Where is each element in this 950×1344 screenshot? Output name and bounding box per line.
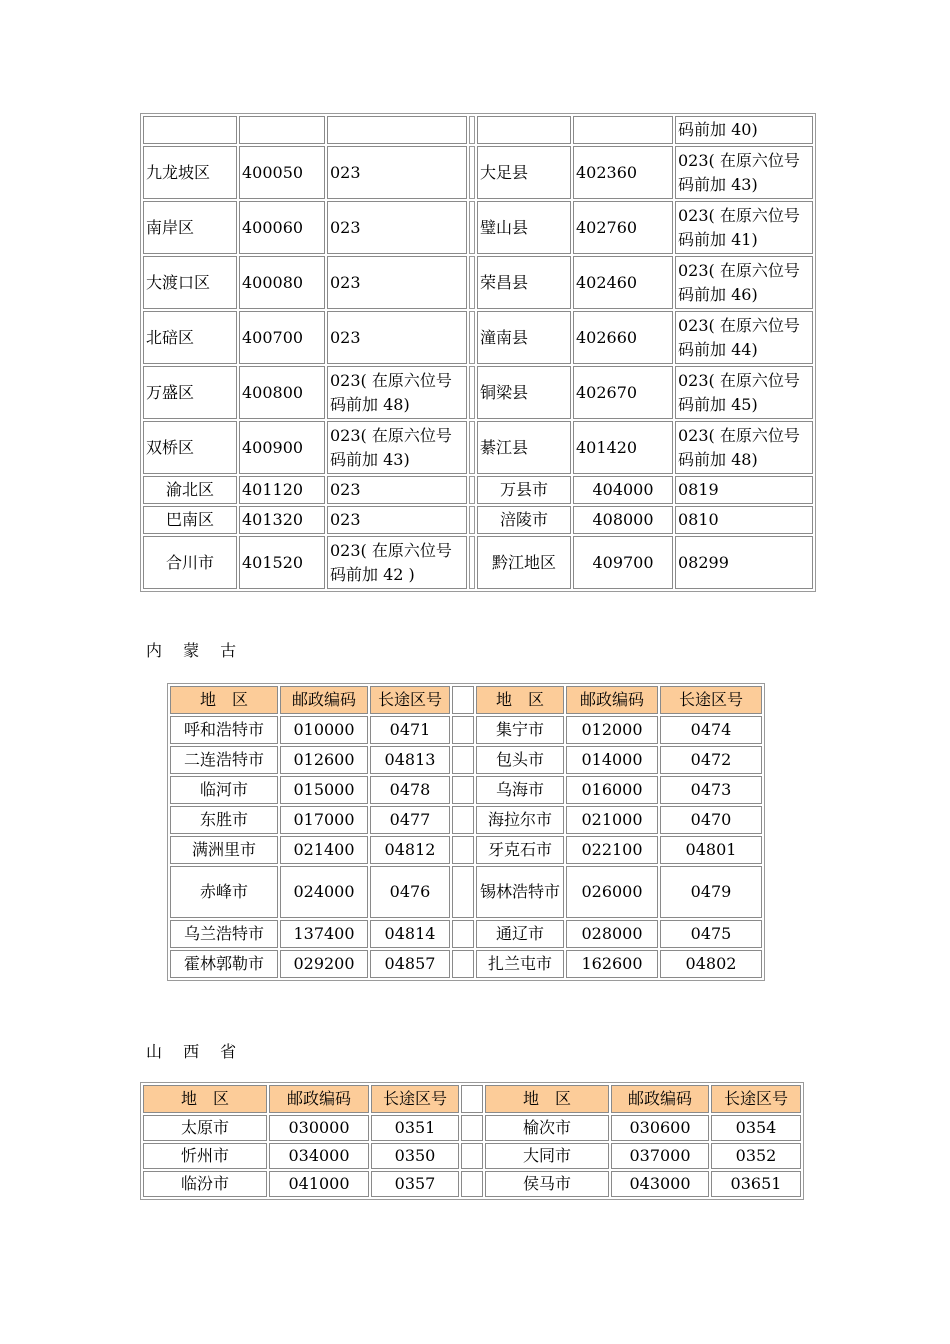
- postal-code-cell: 404000: [573, 476, 673, 504]
- area-phone-cell: 023( 在原六位号码前加 41): [675, 201, 813, 254]
- area-cell: 忻州市: [143, 1143, 267, 1169]
- postal-code-cell: 400080: [239, 256, 325, 309]
- postal-code-cell: 021400: [280, 836, 368, 864]
- column-divider: [469, 476, 475, 504]
- postal-code-cell: 024000: [280, 866, 368, 918]
- column-header: 邮政编码: [269, 1085, 369, 1113]
- neimenggu-postal-table: [167, 683, 765, 981]
- area-cell: 涪陵市: [477, 506, 571, 534]
- table-row: [143, 366, 813, 419]
- postal-code-cell: 400700: [239, 311, 325, 364]
- postal-code-cell: 029200: [280, 950, 368, 978]
- postal-code-cell: 401320: [239, 506, 325, 534]
- postal-code-cell: 402660: [573, 311, 673, 364]
- column-divider: [452, 920, 474, 948]
- column-divider: [469, 146, 475, 199]
- postal-code-cell: 022100: [566, 836, 658, 864]
- column-header: 地 区: [143, 1085, 267, 1113]
- table-row: [143, 506, 813, 534]
- table-header-row: [170, 686, 762, 714]
- area-phone-cell: 023: [327, 506, 467, 534]
- column-divider: [469, 256, 475, 309]
- area-phone-cell: 0354: [711, 1115, 801, 1141]
- area-cell: 包头市: [476, 746, 564, 774]
- postal-code-cell: 010000: [280, 716, 368, 744]
- postal-code-cell: 137400: [280, 920, 368, 948]
- column-divider: [461, 1115, 483, 1141]
- area-cell: 二连浩特市: [170, 746, 278, 774]
- table-row: [143, 536, 813, 589]
- area-phone-cell: 023: [327, 311, 467, 364]
- area-cell: 黔江地区: [477, 536, 571, 589]
- area-cell: 南岸区: [143, 201, 237, 254]
- column-header: 长途区号: [711, 1085, 801, 1113]
- area-phone-cell: 08299: [675, 536, 813, 589]
- area-phone-cell: 023( 在原六位号码前加 43): [675, 146, 813, 199]
- table-header-row: [143, 1085, 801, 1113]
- postal-code-cell: 400800: [239, 366, 325, 419]
- section-title-shanxi: 山 西 省: [146, 1042, 245, 1061]
- area-cell: 牙克石市: [476, 836, 564, 864]
- area-cell: 赤峰市: [170, 866, 278, 918]
- postal-code-cell: 162600: [566, 950, 658, 978]
- table-row: [143, 476, 813, 504]
- postal-code-cell: 400060: [239, 201, 325, 254]
- area-cell: 乌海市: [476, 776, 564, 804]
- area-phone-cell: 0473: [660, 776, 762, 804]
- area-phone-cell: 023( 在原六位号码前加 48): [675, 421, 813, 474]
- postal-code-cell: 402760: [573, 201, 673, 254]
- area-cell: 集宁市: [476, 716, 564, 744]
- table-row: [170, 716, 762, 744]
- table-row: [170, 746, 762, 774]
- chongqing-postal-table: [140, 113, 816, 592]
- table-row: [143, 201, 813, 254]
- area-phone-cell: 03651: [711, 1171, 801, 1197]
- postal-code-cell: 402670: [573, 366, 673, 419]
- area-phone-cell: 023( 在原六位号码前加 42 ): [327, 536, 467, 589]
- area-phone-cell: 04813: [370, 746, 450, 774]
- table-row: [143, 116, 813, 144]
- area-cell: 大渡口区: [143, 256, 237, 309]
- shanxi-postal-table: [140, 1082, 804, 1200]
- area-phone-cell: 04857: [370, 950, 450, 978]
- area-phone-cell: 0475: [660, 920, 762, 948]
- area-phone-cell: 0350: [371, 1143, 459, 1169]
- area-cell: 万县市: [477, 476, 571, 504]
- area-phone-cell: 0479: [660, 866, 762, 918]
- area-cell: [477, 116, 571, 144]
- postal-code-cell: 021000: [566, 806, 658, 834]
- area-cell: 荣昌县: [477, 256, 571, 309]
- area-phone-cell: 0357: [371, 1171, 459, 1197]
- area-cell: 通辽市: [476, 920, 564, 948]
- area-phone-cell: 0819: [675, 476, 813, 504]
- area-phone-cell: 04801: [660, 836, 762, 864]
- area-cell: 临汾市: [143, 1171, 267, 1197]
- area-cell: 巴南区: [143, 506, 237, 534]
- postal-code-cell: 017000: [280, 806, 368, 834]
- table-row: [170, 950, 762, 978]
- column-header: 地 区: [170, 686, 278, 714]
- area-cell: 霍林郭勒市: [170, 950, 278, 978]
- area-phone-cell: 0351: [371, 1115, 459, 1141]
- area-phone-cell: 0474: [660, 716, 762, 744]
- section-title-neimenggu: 内 蒙 古: [146, 641, 245, 660]
- postal-code-cell: 041000: [269, 1171, 369, 1197]
- column-divider: [452, 950, 474, 978]
- column-header: 长途区号: [371, 1085, 459, 1113]
- area-phone-cell: 0810: [675, 506, 813, 534]
- postal-code-cell: 012000: [566, 716, 658, 744]
- postal-code-cell: 401520: [239, 536, 325, 589]
- area-cell: 大同市: [485, 1143, 609, 1169]
- table-row: [143, 1115, 801, 1141]
- area-cell: 锡林浩特市: [476, 866, 564, 918]
- postal-code-cell: [573, 116, 673, 144]
- postal-code-cell: 030000: [269, 1115, 369, 1141]
- area-cell: 綦江县: [477, 421, 571, 474]
- area-cell: 满洲里市: [170, 836, 278, 864]
- postal-code-cell: 401120: [239, 476, 325, 504]
- table-row: [170, 920, 762, 948]
- area-cell: 渝北区: [143, 476, 237, 504]
- area-phone-cell: 0477: [370, 806, 450, 834]
- postal-code-cell: 037000: [611, 1143, 709, 1169]
- postal-code-cell: 400900: [239, 421, 325, 474]
- column-header: 长途区号: [370, 686, 450, 714]
- area-phone-cell: 0470: [660, 806, 762, 834]
- area-phone-cell: 023: [327, 146, 467, 199]
- column-divider: [452, 866, 474, 918]
- area-cell: 万盛区: [143, 366, 237, 419]
- column-divider: [469, 116, 475, 144]
- area-phone-cell: 码前加 40): [675, 116, 813, 144]
- area-phone-cell: 023( 在原六位号码前加 48): [327, 366, 467, 419]
- area-phone-cell: 04814: [370, 920, 450, 948]
- area-cell: 呼和浩特市: [170, 716, 278, 744]
- column-divider: [452, 806, 474, 834]
- table-row: [143, 1171, 801, 1197]
- postal-code-cell: 401420: [573, 421, 673, 474]
- column-divider: [469, 421, 475, 474]
- table-row: [170, 866, 762, 918]
- area-phone-cell: [327, 116, 467, 144]
- column-header: 邮政编码: [611, 1085, 709, 1113]
- column-divider: [469, 201, 475, 254]
- area-cell: 海拉尔市: [476, 806, 564, 834]
- area-cell: 乌兰浩特市: [170, 920, 278, 948]
- area-cell: 双桥区: [143, 421, 237, 474]
- table-row: [143, 311, 813, 364]
- table-row: [143, 146, 813, 199]
- area-phone-cell: 04802: [660, 950, 762, 978]
- table-row: [143, 1143, 801, 1169]
- area-cell: 大足县: [477, 146, 571, 199]
- table-row: [170, 836, 762, 864]
- postal-code-cell: 400050: [239, 146, 325, 199]
- postal-code-cell: 043000: [611, 1171, 709, 1197]
- column-divider: [461, 1143, 483, 1169]
- column-divider: [469, 366, 475, 419]
- column-divider: [452, 746, 474, 774]
- table-row: [143, 256, 813, 309]
- postal-code-cell: 409700: [573, 536, 673, 589]
- area-cell: [143, 116, 237, 144]
- postal-code-cell: 034000: [269, 1143, 369, 1169]
- postal-code-cell: 408000: [573, 506, 673, 534]
- area-phone-cell: 023: [327, 476, 467, 504]
- column-header: 地 区: [476, 686, 564, 714]
- area-cell: 九龙坡区: [143, 146, 237, 199]
- column-header: 邮政编码: [280, 686, 368, 714]
- postal-code-cell: 028000: [566, 920, 658, 948]
- area-cell: 临河市: [170, 776, 278, 804]
- table-row: [170, 806, 762, 834]
- postal-code-cell: 012600: [280, 746, 368, 774]
- postal-code-cell: 015000: [280, 776, 368, 804]
- area-cell: 扎兰屯市: [476, 950, 564, 978]
- postal-code-cell: 402360: [573, 146, 673, 199]
- column-divider: [461, 1171, 483, 1197]
- table-row: [143, 421, 813, 474]
- area-phone-cell: 023( 在原六位号码前加 45): [675, 366, 813, 419]
- column-header: 邮政编码: [566, 686, 658, 714]
- area-phone-cell: 04812: [370, 836, 450, 864]
- column-divider: [452, 686, 474, 714]
- postal-code-cell: 402460: [573, 256, 673, 309]
- area-cell: 北碚区: [143, 311, 237, 364]
- postal-code-cell: 016000: [566, 776, 658, 804]
- area-phone-cell: 023: [327, 201, 467, 254]
- area-phone-cell: 023( 在原六位号码前加 46): [675, 256, 813, 309]
- area-cell: 东胜市: [170, 806, 278, 834]
- column-divider: [469, 536, 475, 589]
- area-cell: 铜梁县: [477, 366, 571, 419]
- area-cell: 潼南县: [477, 311, 571, 364]
- area-cell: 侯马市: [485, 1171, 609, 1197]
- area-phone-cell: 0352: [711, 1143, 801, 1169]
- column-divider: [452, 836, 474, 864]
- area-cell: 榆次市: [485, 1115, 609, 1141]
- postal-code-cell: 030600: [611, 1115, 709, 1141]
- area-cell: 太原市: [143, 1115, 267, 1141]
- column-divider: [469, 506, 475, 534]
- area-phone-cell: 0472: [660, 746, 762, 774]
- column-header: 长途区号: [660, 686, 762, 714]
- column-divider: [452, 776, 474, 804]
- area-phone-cell: 023( 在原六位号码前加 44): [675, 311, 813, 364]
- area-phone-cell: 0476: [370, 866, 450, 918]
- table-row: [170, 776, 762, 804]
- area-phone-cell: 023( 在原六位号码前加 43): [327, 421, 467, 474]
- postal-code-cell: 014000: [566, 746, 658, 774]
- column-divider: [469, 311, 475, 364]
- column-header: 地 区: [485, 1085, 609, 1113]
- area-cell: 璧山县: [477, 201, 571, 254]
- area-phone-cell: 0471: [370, 716, 450, 744]
- postal-code-cell: [239, 116, 325, 144]
- postal-code-cell: 026000: [566, 866, 658, 918]
- column-divider: [452, 716, 474, 744]
- area-phone-cell: 023: [327, 256, 467, 309]
- column-divider: [461, 1085, 483, 1113]
- area-phone-cell: 0478: [370, 776, 450, 804]
- area-cell: 合川市: [143, 536, 237, 589]
